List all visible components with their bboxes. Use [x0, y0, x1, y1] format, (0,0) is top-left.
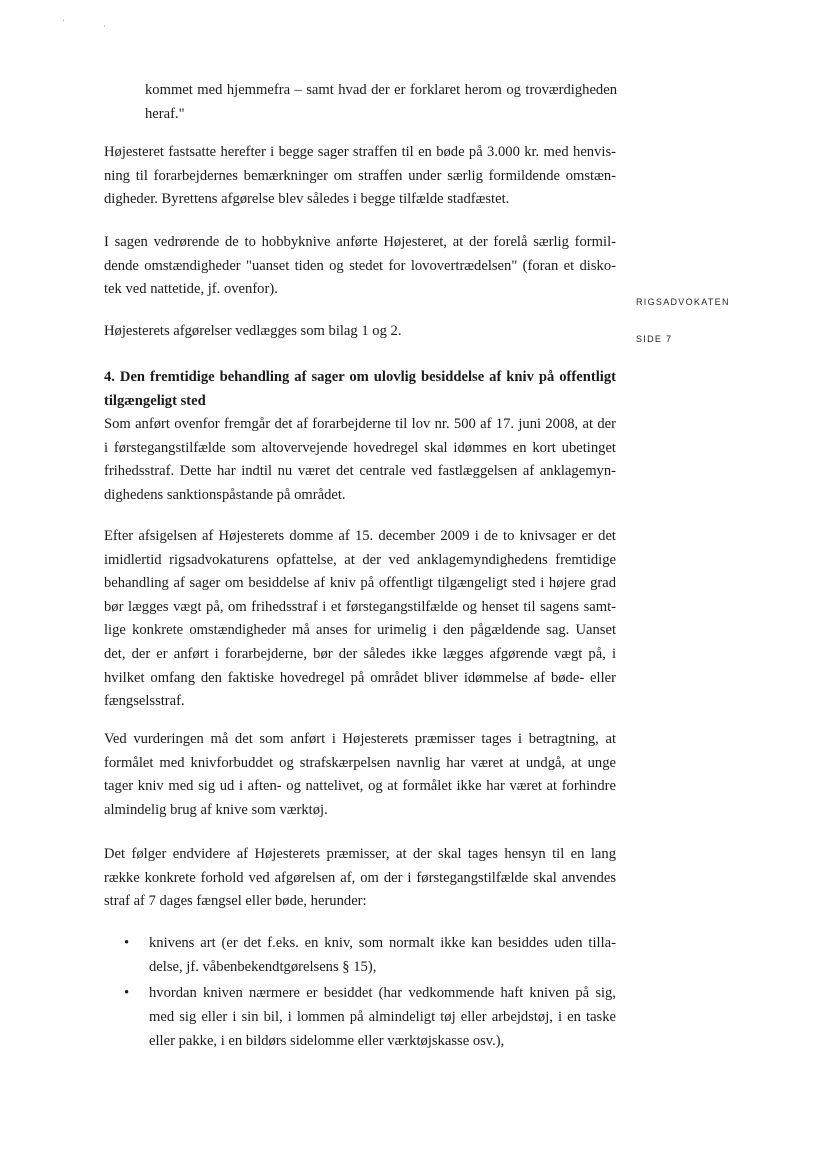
text-line: hvilket omfang den faktiske hovedregel på området bliver idømmelse af bøde- eller	[104, 669, 616, 686]
paragraph-attachments	[104, 320, 616, 344]
text-line: knivens art (er det f.eks. en kniv, som normalt ikke kan besiddes uden tilla-	[149, 935, 616, 951]
text-line: eller pakke, i en bildørs sidelomme eller værktøjskasse osv.),	[149, 1033, 505, 1049]
text-line: digheder. Byrettens afgørelse blev således i begge tilfælde stadfæstet.	[104, 191, 510, 208]
page-number-label: SIDE 7	[636, 334, 673, 344]
text-line: tek ved nattetide, jf. ovenfor).	[104, 281, 278, 298]
text-line: række konkrete forhold ved afgørelsen af, om der i førstegangstilfælde skal anvendes	[104, 869, 616, 886]
paragraph-considerations	[104, 843, 616, 914]
paragraph-after-judgments	[104, 525, 616, 714]
text-line: Højesterets afgørelser vedlægges som bilag 1 og 2.	[104, 323, 402, 339]
text-line: Efter afsigelsen af Højesterets domme af 15. december 2009 i de to knivsager er det	[104, 528, 616, 544]
text-line: dighedens sanktionspåstande på området.	[104, 486, 346, 503]
considerations-list	[104, 931, 616, 1055]
bullet-icon: •	[124, 985, 130, 1001]
scan-mark: '	[63, 18, 65, 27]
text-line: Det følger endvidere af Højesterets præmisser, at der skal tages hensyn til en lang	[104, 846, 616, 862]
text-line: lige konkrete omstændigheder må anses for urimelig i den pågældende sag. Uanset	[104, 622, 616, 639]
text-line: med sig eller i sin bil, i lommen på almindeligt tøj eller arbejdstøj, i en taske	[149, 1009, 616, 1025]
list-item	[104, 931, 616, 979]
text-line: Som anført ovenfor fremgår det af forarbejderne til lov nr. 500 af 17. juni 2008, at der	[104, 416, 616, 433]
organization-label: RIGSADVOKATEN	[636, 297, 730, 307]
text-line: dende omstændigheder "uanset tiden og stedet for lovovertrædelsen" (foran et disko-	[104, 257, 616, 274]
paragraph-sentence	[104, 141, 616, 212]
quote-block	[145, 79, 617, 126]
section-4	[104, 366, 616, 508]
paragraph-assessment	[104, 728, 616, 822]
text-line: hvordan kniven nærmere er besiddet (har vedkommende haft kniven på sig,	[149, 985, 616, 1001]
bullet-icon: •	[124, 935, 130, 951]
text-line: imidlertid rigsadvokaturens opfattelse, at der ved anklagemyndighedens fremtidige	[104, 551, 616, 568]
text-line: ning til forarbejdernes bemærkninger om straffen under særlig formildende omstæn-	[104, 167, 616, 184]
paragraph-hobby-knives	[104, 231, 616, 302]
text-line: Højesteret fastsatte herefter i begge sager straffen til en bøde på 3.000 kr. med henvis-	[104, 144, 616, 160]
text-line: Ved vurderingen må det som anført i Højesterets præmisser tages i betragtning, at	[104, 731, 616, 747]
list-item	[104, 981, 616, 1053]
text-line: bør lægges vægt på, om frihedsstraf i et førstegangstilfælde og henset til sagens samt-	[104, 598, 616, 615]
text-line: det, der er anført i forarbejderne, bør der således ikke lægges afgørende vægt på, i	[104, 645, 616, 662]
text-line: delse, jf. våbenbekendtgørelsens § 15),	[149, 959, 377, 975]
text-line: fængselsstraf.	[104, 693, 185, 710]
text-line: behandling af sager om besiddelse af kniv på offentligt tilgængeligt sted i højere grad	[104, 575, 616, 592]
text-line: tager kniv med sig ud i aften- og nattelivet, og at formålet ikke har været at forhindre	[104, 778, 616, 795]
section-heading: tilgængeligt sted	[104, 392, 206, 409]
text-line: formålet med knivforbuddet og strafskærpelsen navnlig har været at undgå, at unge	[104, 754, 616, 771]
text-line: heraf."	[145, 105, 185, 122]
text-line: kommet med hjemmefra – samt hvad der er forklaret herom og troværdigheden	[145, 82, 617, 98]
text-line: almindelig brug af knive som værktøj.	[104, 801, 328, 818]
text-line: frihedsstraf. Dette har indtil nu været det centrale ved fastlæggelsen af anklagemyn-	[104, 463, 616, 480]
text-line: i førstegangstilfælde som altovervejende hovedregel skal idømmes en kort ubetinget	[104, 439, 616, 456]
scan-mark: ·	[103, 22, 106, 31]
text-line: I sagen vedrørende de to hobbyknive anførte Højesteret, at der forelå særlig formil-	[104, 234, 616, 250]
text-line: straf af 7 dages fængsel eller bøde, herunder:	[104, 893, 367, 910]
section-heading: 4. Den fremtidige behandling af sager om ulovlig besiddelse af kniv på offentligt	[104, 369, 616, 385]
